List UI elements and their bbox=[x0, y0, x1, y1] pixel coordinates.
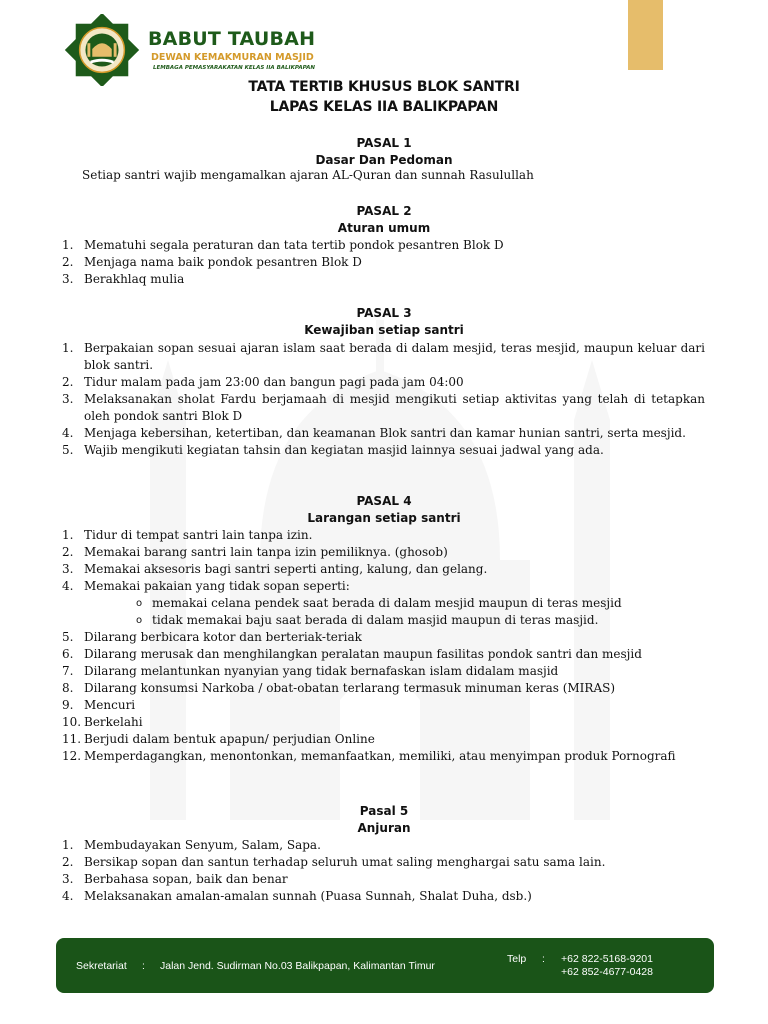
item-text: Membudayakan Senyum, Salam, Sapa. bbox=[84, 838, 321, 852]
pasal5-subheading: Anjuran bbox=[357, 821, 411, 835]
footer-secretariat-label: Sekretariat bbox=[76, 960, 127, 972]
list-item bbox=[62, 271, 705, 288]
pasal3-heading: PASAL 3 bbox=[356, 306, 412, 320]
item-text: Berbahasa sopan, baik dan benar bbox=[84, 872, 288, 886]
item-number: 12. bbox=[62, 749, 82, 763]
item-text: Berkelahi bbox=[84, 715, 143, 729]
item-text: Berjudi dalam bentuk apapun/ perjudian Online bbox=[84, 732, 375, 746]
item-number: 4. bbox=[62, 426, 74, 440]
item-text: Dilarang konsumsi Narkoba / obat-obatan terlarang termasuk minuman keras (MIRAS) bbox=[84, 681, 616, 695]
item-number: 4. bbox=[62, 579, 74, 593]
list-item bbox=[62, 731, 705, 748]
item-number: 3. bbox=[62, 272, 74, 286]
pasal2-heading: PASAL 2 bbox=[356, 204, 412, 218]
pasal4-sublist bbox=[84, 595, 705, 629]
item-text: Memakai barang santri lain tanpa izin pemiliknya. (ghosob) bbox=[84, 545, 448, 559]
item-number: 3. bbox=[62, 872, 74, 886]
item-text: Dilarang merusak dan menghilangkan peralatan maupun fasilitas pondok santri dan mesjid bbox=[84, 647, 642, 661]
sub-item-text: tidak memakai baju saat berada di dalam masjid maupun di teras masjid. bbox=[152, 613, 599, 627]
pasal2-subheading: Aturan umum bbox=[337, 221, 431, 235]
item-number: 11. bbox=[62, 732, 82, 746]
item-number: 2. bbox=[62, 855, 74, 869]
pasal1-text: Setiap santri wajib mengamalkan ajaran AL-Quran dan sunnah Rasulullah bbox=[82, 168, 534, 182]
sub-list-item bbox=[84, 612, 705, 629]
brand-name: BABUT TAUBAH bbox=[148, 28, 316, 50]
list-item bbox=[62, 561, 705, 578]
footer-phone-2: +62 852-4677-0428 bbox=[561, 966, 653, 978]
list-item bbox=[62, 748, 705, 765]
item-number: 1. bbox=[62, 528, 74, 542]
pasal4-subheading: Larangan setiap santri bbox=[307, 511, 461, 525]
list-item bbox=[62, 854, 705, 871]
footer-address: Jalan Jend. Sudirman No.03 Balikpapan, Kalimantan Timur bbox=[160, 960, 435, 972]
list-item bbox=[62, 254, 705, 271]
list-item bbox=[62, 714, 705, 731]
list-item bbox=[62, 544, 705, 561]
list-item bbox=[62, 527, 705, 544]
list-item bbox=[62, 237, 705, 254]
item-text: Wajib mengikuti kegiatan tahsin dan kegiatan masjid lainnya sesuai jadwal yang ada. bbox=[84, 443, 604, 457]
item-text: Tidur di tempat santri lain tanpa izin. bbox=[84, 528, 313, 542]
bullet-icon: o bbox=[136, 598, 143, 609]
item-number: 3. bbox=[62, 392, 74, 406]
pasal4-heading: PASAL 4 bbox=[356, 494, 412, 508]
footer-bar bbox=[56, 938, 714, 993]
pasal1-heading: PASAL 1 bbox=[356, 136, 412, 150]
document-title-line2: LAPAS KELAS IIA BALIKPAPAN bbox=[269, 99, 499, 115]
list-item bbox=[62, 442, 705, 459]
bullet-icon: o bbox=[136, 615, 143, 626]
item-number: 8. bbox=[62, 681, 74, 695]
item-number: 4. bbox=[62, 889, 74, 903]
document-title-line1: TATA TERTIB KHUSUS BLOK SANTRI bbox=[248, 79, 520, 95]
item-text: Menjaga kebersihan, ketertiban, dan keamanan Blok santri dan kamar hunian santri, serta mesjid. bbox=[84, 426, 686, 440]
list-item bbox=[62, 629, 705, 646]
list-item bbox=[62, 663, 705, 680]
babut-taubah-logo-icon bbox=[63, 14, 141, 86]
sub-item-text: memakai celana pendek saat berada di dalam mesjid maupun di teras mesjid bbox=[152, 596, 622, 610]
footer-colon: : bbox=[142, 960, 145, 972]
brand-subtitle: DEWAN KEMAKMURAN MASJID bbox=[151, 52, 314, 63]
list-item bbox=[62, 646, 705, 663]
item-number: 1. bbox=[62, 838, 74, 852]
item-text: Mencuri bbox=[84, 698, 136, 712]
item-text: Berpakaian sopan sesuai ajaran islam saat berada di dalam mesjid, teras mesjid, maupun keluar dari blok santri. bbox=[84, 341, 705, 372]
item-text: Melaksanakan amalan-amalan sunnah (Puasa Sunnah, Shalat Duha, dsb.) bbox=[84, 889, 532, 903]
list-item bbox=[62, 697, 705, 714]
item-text: Dilarang melantunkan nyanyian yang tidak bernafaskan islam didalam masjid bbox=[84, 664, 559, 678]
list-item bbox=[62, 837, 705, 854]
pasal4-list bbox=[62, 527, 705, 765]
list-item bbox=[62, 425, 705, 442]
item-number: 1. bbox=[62, 238, 74, 252]
list-item bbox=[62, 680, 705, 697]
item-number: 9. bbox=[62, 698, 74, 712]
list-item bbox=[62, 391, 705, 425]
item-number: 3. bbox=[62, 562, 74, 576]
item-text: Memperdagangkan, menontonkan, memanfaatkan, memiliki, atau menyimpan produk Pornografi bbox=[84, 749, 676, 763]
pasal3-list bbox=[62, 340, 705, 459]
item-text: Memakai pakaian yang tidak sopan seperti: bbox=[84, 579, 350, 593]
list-item bbox=[62, 374, 705, 391]
pasal5-heading: Pasal 5 bbox=[359, 804, 409, 818]
gold-corner-tab bbox=[628, 0, 663, 70]
item-number: 10. bbox=[62, 715, 82, 729]
pasal5-list bbox=[62, 837, 705, 905]
item-number: 2. bbox=[62, 255, 74, 269]
item-number: 5. bbox=[62, 443, 74, 457]
pasal1-subheading: Dasar Dan Pedoman bbox=[315, 153, 453, 167]
item-text: Memakai aksesoris bagi santri seperti anting, kalung, dan gelang. bbox=[84, 562, 488, 576]
list-item bbox=[62, 578, 705, 629]
item-number: 7. bbox=[62, 664, 74, 678]
item-text: Bersikap sopan dan santun terhadap seluruh umat saling menghargai satu sama lain. bbox=[84, 855, 606, 869]
item-number: 2. bbox=[62, 375, 74, 389]
footer-phone-1: +62 822-5168-9201 bbox=[561, 953, 653, 965]
list-item bbox=[62, 888, 705, 905]
brand-tagline: LEMBAGA PEMASYARAKATAN KELAS IIA BALIKPAPAN bbox=[153, 65, 315, 71]
item-number: 5. bbox=[62, 630, 74, 644]
item-text: Dilarang berbicara kotor dan berteriak-teriak bbox=[84, 630, 362, 644]
footer-colon: : bbox=[542, 953, 545, 965]
item-number: 6. bbox=[62, 647, 74, 661]
pasal2-list bbox=[62, 237, 705, 288]
item-text: Berakhlaq mulia bbox=[84, 272, 185, 286]
item-text: Mematuhi segala peraturan dan tata tertib pondok pesantren Blok D bbox=[84, 238, 504, 252]
pasal3-subheading: Kewajiban setiap santri bbox=[304, 323, 464, 337]
footer-telp-label: Telp bbox=[507, 953, 527, 965]
item-number: 2. bbox=[62, 545, 74, 559]
list-item bbox=[62, 340, 705, 374]
item-text: Tidur malam pada jam 23:00 dan bangun pagi pada jam 04:00 bbox=[84, 375, 464, 389]
sub-list-item bbox=[84, 595, 705, 612]
list-item bbox=[62, 871, 705, 888]
item-text: Melaksanakan sholat Fardu berjamaah di mesjid mengikuti setiap aktivitas yang telah di tetapkan oleh pondok santri Blok D bbox=[84, 392, 705, 423]
item-text: Menjaga nama baik pondok pesantren Blok D bbox=[84, 255, 362, 269]
item-number: 1. bbox=[62, 341, 74, 355]
